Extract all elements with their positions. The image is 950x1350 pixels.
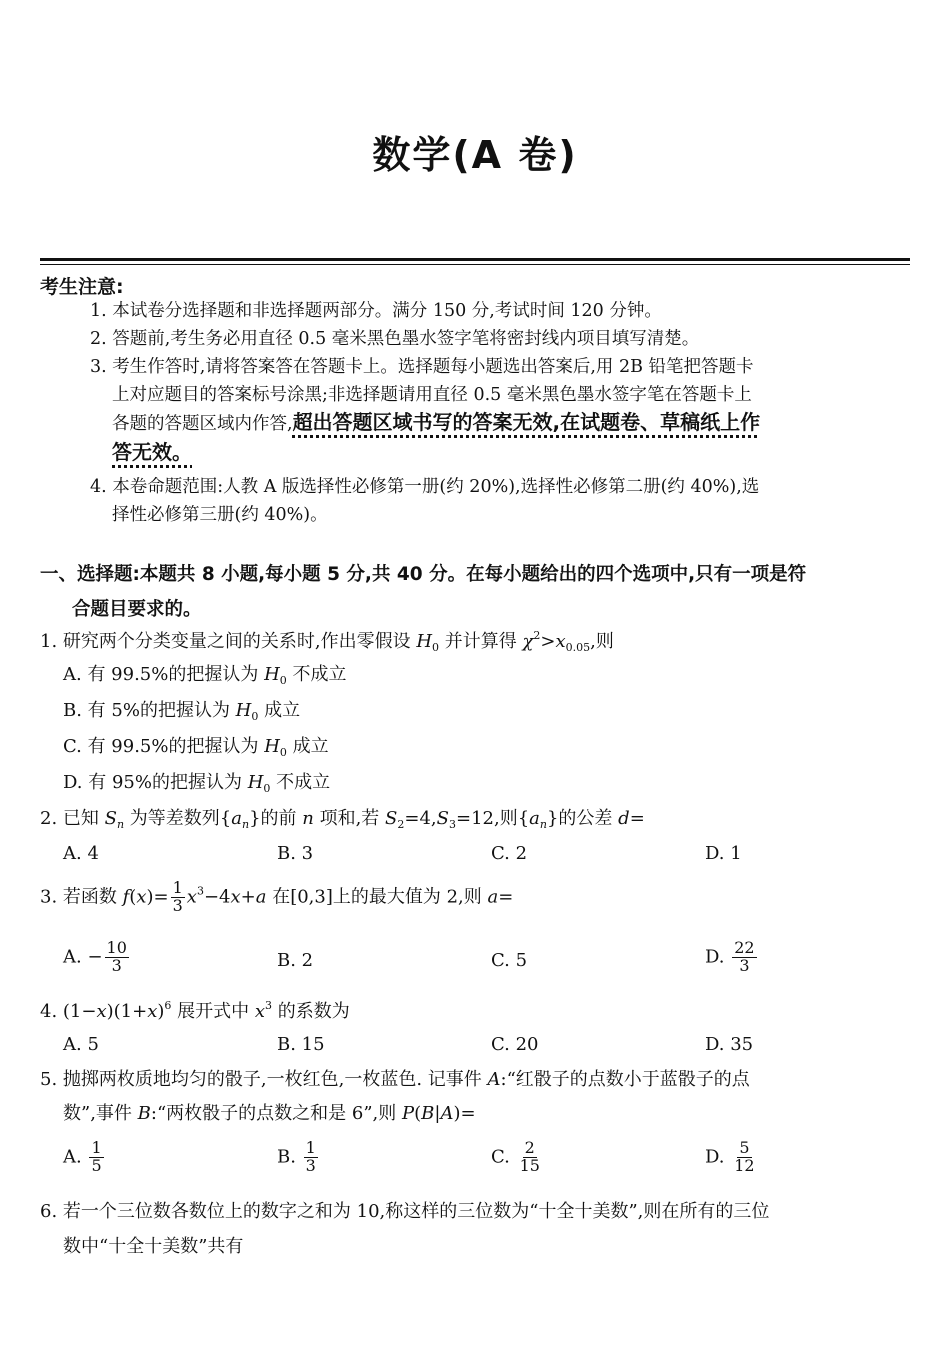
q2-option-d[interactable]: D. 1: [705, 843, 742, 864]
q1-chi: χ: [522, 631, 534, 652]
notice-item-2: 2. 答题前,考生务必用直径 0.5 毫米黑色墨水签字笔将密封线内项目填写清楚。: [90, 329, 700, 349]
question-6-line-2: 数中“十全十美数”共有: [63, 1236, 244, 1257]
q2-var: S: [385, 808, 398, 829]
q2-text: }的公差: [546, 808, 619, 829]
notice-item-3-text: 各题的答题区域内作答,: [112, 414, 293, 434]
q3-option-d[interactable]: [705, 940, 759, 975]
q4-option-d[interactable]: D. 35: [705, 1034, 754, 1055]
q1-sub: 0: [432, 641, 440, 654]
q5-text: )=: [453, 1103, 476, 1124]
q3-text: 3. 若函数: [40, 886, 123, 908]
notice-item-3-line-4: [112, 442, 192, 464]
q1-sup: 2: [533, 629, 541, 642]
q5-option-a[interactable]: [63, 1140, 106, 1175]
q1-text: ,则: [590, 631, 614, 652]
q2-text: =4,: [404, 808, 437, 829]
opt-text: B.: [277, 1146, 302, 1168]
q4-sup: 6: [164, 999, 172, 1012]
notice-heading: 考生注意:: [40, 276, 124, 298]
q1-option-b[interactable]: [63, 702, 300, 722]
q5-option-b[interactable]: [277, 1140, 320, 1175]
q2-var: a: [529, 808, 540, 829]
question-2: [40, 810, 645, 830]
page-title: 数学(A 卷): [372, 133, 578, 177]
opt-text: A.: [63, 1146, 88, 1168]
opt-text: D.: [705, 1146, 731, 1168]
opt-text: C.: [491, 1146, 516, 1168]
q5-text: :“红骰子的点数小于蓝骰子的点: [500, 1069, 750, 1090]
q3-text: )=: [146, 886, 169, 908]
q2-var: d: [618, 808, 630, 829]
opt-fraction: [518, 1140, 542, 1175]
q3-var: x: [186, 886, 197, 908]
notice-item-4-line-2: 择性必修第三册(约 40%)。: [112, 505, 328, 525]
q5-option-c[interactable]: [491, 1140, 544, 1175]
q5-option-d[interactable]: [705, 1140, 759, 1175]
q2-var: a: [231, 808, 242, 829]
q4-option-c[interactable]: C. 20: [491, 1034, 539, 1055]
opt-fraction: [105, 940, 129, 975]
q1-text: 并计算得: [439, 631, 523, 652]
q1-sub: 0.05: [565, 641, 591, 654]
q3-fraction: [171, 880, 185, 915]
q2-var: S: [436, 808, 449, 829]
notice-item-3-line-2: 上对应题目的答案标号涂黑;非选择题请用直径 0.5 毫米黑色墨水签字笔在答题卡上: [112, 385, 752, 405]
q2-text: 为等差数列{: [124, 808, 232, 829]
opt-var: H: [264, 664, 280, 685]
section-heading-line-1: 一、选择题:本题共 8 小题,每小题 5 分,共 40 分。在每小题给出的四个选项中,只有一项是符: [40, 564, 807, 585]
notice-item-3-line-3: [112, 412, 760, 434]
frac-num: 1: [91, 1138, 102, 1157]
frac-num: 5: [739, 1138, 750, 1157]
question-5-line-2: [63, 1105, 476, 1123]
opt-text: C. 有 99.5%的把握认为: [63, 736, 265, 757]
q2-var: n: [302, 808, 314, 829]
question-3: [40, 880, 513, 915]
frac-den: 3: [305, 1155, 316, 1175]
q2-option-b[interactable]: B. 3: [277, 843, 314, 864]
q4-option-b[interactable]: B. 15: [277, 1034, 325, 1055]
q2-var: S: [104, 808, 117, 829]
question-5-line-1: [40, 1071, 750, 1089]
opt-text: 成立: [258, 700, 301, 721]
q2-text: =: [629, 808, 645, 829]
q4-text: 4. (1−: [40, 1001, 97, 1022]
q2-option-a[interactable]: A. 4: [63, 843, 99, 864]
q3-option-b[interactable]: B. 2: [277, 950, 314, 971]
q2-text: 2. 已知: [40, 808, 105, 829]
opt-text: A. −: [63, 946, 103, 968]
q3-var: f: [122, 886, 130, 908]
frac-den: 15: [519, 1155, 540, 1175]
q5-var: A: [487, 1069, 501, 1090]
q5-text: 数”,事件: [63, 1103, 138, 1124]
section-heading-line-2: 合题目要求的。: [72, 599, 202, 620]
q3-option-a[interactable]: [63, 940, 131, 975]
frac-num: 1: [305, 1138, 316, 1157]
frac-den: 3: [172, 895, 183, 915]
q1-gt: >: [540, 631, 556, 652]
q4-sup: 3: [265, 999, 272, 1012]
q3-var: x: [136, 886, 147, 908]
q2-text: }的前: [249, 808, 303, 829]
q1-option-a[interactable]: [63, 666, 347, 686]
opt-text: 成立: [286, 736, 329, 757]
q2-option-c[interactable]: C. 2: [491, 843, 528, 864]
frac-num: 10: [106, 938, 127, 957]
frac-den: 5: [91, 1155, 102, 1175]
q4-text: ): [157, 1001, 165, 1022]
q1-option-c[interactable]: [63, 738, 329, 758]
opt-sub: 0: [279, 674, 287, 687]
q3-text: (: [129, 886, 137, 908]
header-rule-thin: [40, 264, 910, 265]
opt-var: H: [235, 700, 252, 721]
opt-var: H: [247, 772, 264, 793]
q5-text: (: [414, 1103, 422, 1124]
q5-text: 5. 抛掷两枚质地均匀的骰子,一枚红色,一枚蓝色. 记事件: [40, 1069, 488, 1090]
emphasis-warning: 超出答题区域书写的答案无效,在试题卷、草稿纸上作: [292, 410, 761, 434]
q3-var: a: [487, 886, 499, 908]
opt-text: A. 有 99.5%的把握认为: [63, 664, 265, 685]
opt-text: B. 有 5%的把握认为: [63, 700, 236, 721]
frac-den: 12: [734, 1155, 755, 1175]
q3-var: a: [255, 886, 267, 908]
opt-sub: 0: [279, 746, 287, 759]
q3-option-c[interactable]: C. 5: [491, 950, 528, 971]
opt-text: D.: [705, 946, 731, 968]
q4-text: 的系数为: [272, 1001, 350, 1022]
q5-var: B: [137, 1103, 151, 1124]
question-4: [40, 1000, 350, 1021]
opt-sub: 0: [263, 782, 271, 795]
opt-text: 不成立: [286, 664, 347, 685]
q3-text: −4: [203, 886, 231, 908]
question-1: [40, 630, 614, 653]
q1-text: 1. 研究两个分类变量之间的关系时,作出零假设: [40, 631, 417, 652]
q2-sub: 3: [448, 818, 456, 831]
q3-text: 在[0,3]上的最大值为 2,则: [266, 886, 488, 908]
opt-fraction: [304, 1140, 318, 1175]
q4-var: x: [254, 1001, 265, 1022]
q2-sub: n: [241, 818, 250, 831]
notice-item-3-line-1: 3. 考生作答时,请将答案答在答题卡上。选择题每小题选出答案后,用 2B 铅笔把答题卡: [90, 357, 754, 377]
q1-option-d[interactable]: [63, 774, 330, 794]
question-6-line-1: 6. 若一个三位数各数位上的数字之和为 10,称这样的三位数为“十全十美数”,则在所有的三位: [40, 1201, 770, 1222]
q5-var: B: [421, 1103, 435, 1124]
q2-sub: n: [116, 818, 125, 831]
opt-fraction: [89, 1140, 103, 1175]
frac-num: 22: [734, 938, 755, 957]
frac-num: 2: [524, 1138, 535, 1157]
q3-var: x: [230, 886, 241, 908]
q3-sup: 3: [196, 884, 204, 898]
opt-fraction: [732, 1140, 756, 1175]
q4-var: x: [96, 1001, 107, 1022]
q1-var: H: [416, 631, 433, 652]
q4-var: x: [147, 1001, 158, 1022]
q3-text: =: [498, 886, 514, 908]
q4-text: 展开式中: [171, 1001, 255, 1022]
q5-text: |: [434, 1103, 441, 1124]
opt-var: H: [264, 736, 280, 757]
notice-item-4-line-1: 4. 本卷命题范围:人教 A 版选择性必修第一册(约 20%),选择性必修第二册(约 40%),选: [90, 477, 760, 497]
frac-den: 3: [111, 955, 122, 975]
q5-var: A: [440, 1103, 454, 1124]
frac-num: 1: [172, 878, 183, 897]
opt-text: D. 有 95%的把握认为: [63, 772, 248, 793]
q1-var: x: [555, 631, 566, 652]
q5-text: :“两枚骰子的点数之和是 6”,则: [150, 1103, 402, 1124]
frac-den: 3: [739, 955, 750, 975]
q3-text: +: [240, 886, 256, 908]
q2-sub: 2: [397, 818, 405, 831]
opt-sub: 0: [251, 710, 259, 723]
q2-text: =12,则{: [455, 808, 530, 829]
q2-sub: n: [539, 818, 547, 831]
opt-fraction: [732, 940, 756, 975]
q4-option-a[interactable]: A. 5: [63, 1034, 99, 1055]
q4-text: )(1+: [106, 1001, 148, 1022]
notice-item-1: 1. 本试卷分选择题和非选择题两部分。满分 150 分,考试时间 120 分钟。: [90, 301, 662, 321]
emphasis-warning-end: 答无效。: [112, 440, 192, 464]
opt-text: 不成立: [270, 772, 331, 793]
q5-var: P: [401, 1103, 415, 1124]
header-rule-thick: [40, 258, 910, 261]
q2-text: 项和,若: [313, 808, 386, 829]
